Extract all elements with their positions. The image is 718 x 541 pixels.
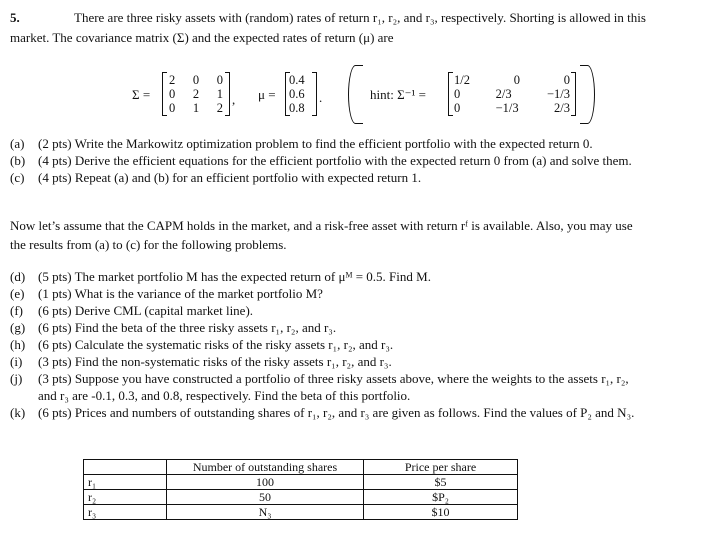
table-cell: 100 xyxy=(167,475,364,490)
mu-vector xyxy=(285,72,317,116)
list-item xyxy=(10,370,634,387)
list-item-label: (k) xyxy=(10,405,26,420)
list-item-label: (c) xyxy=(10,170,25,185)
list-item xyxy=(10,268,634,285)
matrix-row xyxy=(289,87,313,101)
list-item xyxy=(10,319,634,336)
list-item-text: (1 pts) What is the variance of the market portfolio M? xyxy=(38,286,323,301)
list-item-label: (i) xyxy=(10,354,23,369)
matrix-cell: 0 xyxy=(192,73,200,87)
problem-number: 5. xyxy=(10,10,20,25)
table-header-cell: Number of outstanding shares xyxy=(167,460,364,475)
list-item-text: (6 pts) Derive CML (capital market line). xyxy=(38,303,254,318)
matrix-cell: 2 xyxy=(216,101,223,115)
matrix-row xyxy=(169,73,223,87)
sigma-label: Σ = xyxy=(132,87,151,102)
list-item xyxy=(10,404,634,421)
table-cell: r₁ xyxy=(84,475,167,490)
matrix-cell: 0.6 xyxy=(289,87,305,101)
matrix-cell: 0 xyxy=(169,101,176,115)
list-item-label: (d) xyxy=(10,269,26,284)
list-item-text: (6 pts) Calculate the systematic risks of the risky assets r₁, r₂, and r₃. xyxy=(38,337,394,352)
matrix-row xyxy=(169,101,223,115)
list-item-text: (6 pts) Prices and numbers of outstanding shares of r₁, r₂, and r₃ are given as follows. Find the values of P₂ and N₃. xyxy=(38,405,635,420)
matrix-cell: 0 xyxy=(216,73,223,87)
list-item-label: (b) xyxy=(10,153,26,168)
list-item xyxy=(10,387,634,404)
matrix-cell: −1/3 xyxy=(495,101,519,115)
list-item-label: (j) xyxy=(10,371,23,386)
table-cell: 50 xyxy=(167,490,364,505)
capm-line1: Now let’s assume that the CAPM holds in the market, and a risk-free asset with return rᶠ is available. Also, you may use xyxy=(10,218,633,233)
matrix-row xyxy=(289,101,313,115)
matrix-cell: 1 xyxy=(192,101,200,115)
list-item-text: (3 pts) Suppose you have constructed a portfolio of three risky assets above, where the weights to the assets r₁, r₂, xyxy=(38,371,629,386)
matrix-cell: 1 xyxy=(216,87,223,101)
matrix-row xyxy=(289,73,313,87)
hint-label: hint: Σ⁻¹ = xyxy=(370,87,426,102)
table-cell: r₃ xyxy=(84,505,167,520)
matrix-cell: 0 xyxy=(454,87,461,101)
sigma-matrix xyxy=(162,72,230,116)
matrix-cell: 2/3 xyxy=(495,87,512,101)
matrix-cell: 0 xyxy=(563,73,570,87)
table-cell: $P₂ xyxy=(364,490,518,505)
list-item-label: (h) xyxy=(10,337,26,352)
matrix-cell: 0 xyxy=(454,101,461,115)
shares-table xyxy=(83,459,518,520)
parts-dk-list xyxy=(10,268,634,421)
list-item-text: (4 pts) Derive the efficient equations for the efficient portfolio with the expected return 0 from (a) and solve them. xyxy=(38,153,632,168)
table-row xyxy=(84,490,518,505)
list-item-text: and r₃ are -0.1, 0.3, and 0.8, respectively. Find the beta of this portfolio. xyxy=(38,388,411,403)
list-item-label: (e) xyxy=(10,286,25,301)
list-item xyxy=(10,285,634,302)
list-item-label: (g) xyxy=(10,320,26,335)
table-cell: r₂ xyxy=(84,490,167,505)
hint-open-paren xyxy=(348,65,363,124)
matrix-row xyxy=(169,87,223,101)
matrix-cell: −1/3 xyxy=(546,87,570,101)
list-item-text: (3 pts) Find the non-systematic risks of the risky assets r₁, r₂, and r₃. xyxy=(38,354,392,369)
matrix-cell: 0 xyxy=(169,87,176,101)
list-item-text: (6 pts) Find the beta of the three risky assets r₁, r₂, and r₃. xyxy=(38,320,337,335)
matrix-cell: 2 xyxy=(192,87,200,101)
table-row xyxy=(84,505,518,520)
table-header-cell xyxy=(84,460,167,475)
list-item-label: (f) xyxy=(10,303,23,318)
parts-abc-list xyxy=(10,135,632,186)
list-item xyxy=(10,135,632,152)
problem-intro-line2: market. The covariance matrix (Σ) and the expected rates of return (μ) are xyxy=(10,30,394,45)
capm-line2: the results from (a) to (c) for the following problems. xyxy=(10,237,287,252)
inverse-matrix xyxy=(448,72,576,116)
mu-label: μ = xyxy=(258,87,276,102)
matrix-cell: 1/2 xyxy=(454,73,470,87)
hint-close-paren xyxy=(580,65,595,124)
list-item xyxy=(10,336,634,353)
matrix-cell: 0.4 xyxy=(289,73,305,87)
matrix-cell: 0.8 xyxy=(289,101,305,115)
mu-period: . xyxy=(319,90,323,105)
matrix-row xyxy=(454,73,570,87)
list-item xyxy=(10,152,632,169)
list-item-text: (2 pts) Write the Markowitz optimization problem to find the efficient portfolio with the expected return 0. xyxy=(38,136,593,151)
table-cell: $5 xyxy=(364,475,518,490)
list-item-label: (a) xyxy=(10,136,25,151)
list-item xyxy=(10,302,634,319)
list-item xyxy=(10,353,634,370)
list-item-text: (5 pts) The market portfolio M has the expected return of μᴹ = 0.5. Find M. xyxy=(38,269,431,284)
matrix-row xyxy=(454,87,570,101)
table-cell: N₃ xyxy=(167,505,364,520)
list-item xyxy=(10,169,632,186)
list-item-text: (4 pts) Repeat (a) and (b) for an efficient portfolio with expected return 1. xyxy=(38,170,422,185)
problem-intro-line1: There are three risky assets with (random) rates of return r₁, r₂, and r₃, respectively. Shorting is allowed in this xyxy=(74,10,646,25)
matrix-cell: 0 xyxy=(513,73,520,87)
table-cell: $10 xyxy=(364,505,518,520)
table-row xyxy=(84,475,518,490)
table-header-row xyxy=(84,460,518,475)
matrix-cell: 2/3 xyxy=(554,101,570,115)
table-header-cell: Price per share xyxy=(364,460,518,475)
matrix-cell: 2 xyxy=(169,73,176,87)
sigma-comma: , xyxy=(232,92,236,107)
matrix-row xyxy=(454,101,570,115)
